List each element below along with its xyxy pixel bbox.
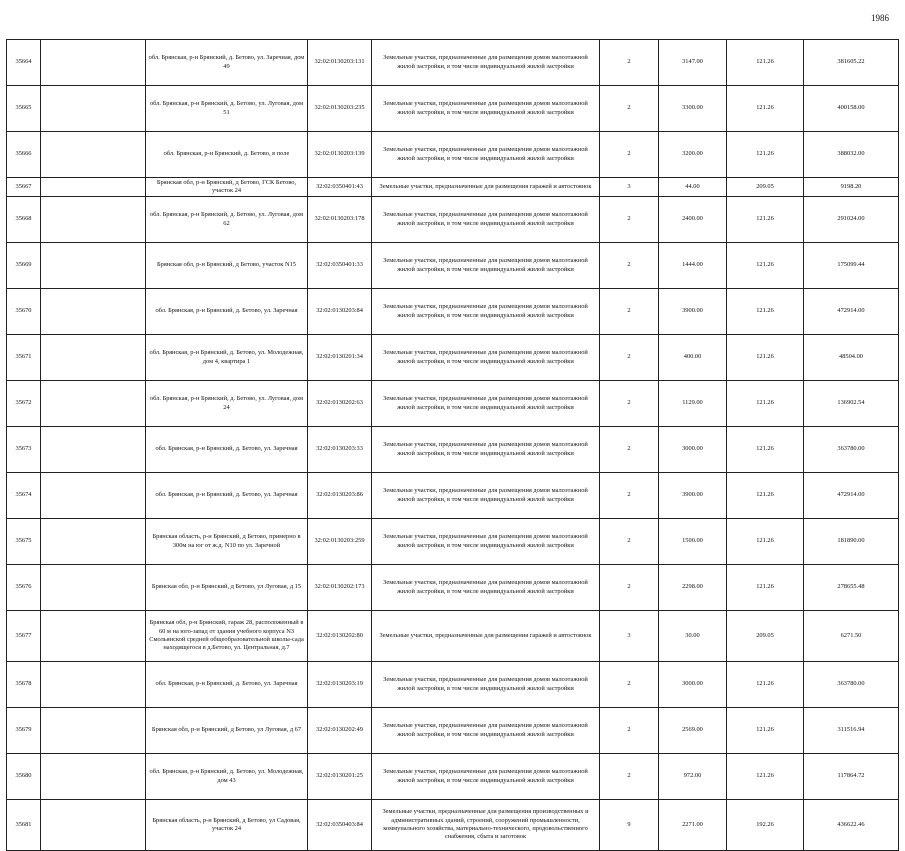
address-cell: обл. Брянская, р-н Брянский, д. Бетово, ул. Заречная bbox=[146, 473, 308, 519]
blank-cell bbox=[41, 708, 146, 754]
area-cell: 972.00 bbox=[659, 754, 727, 800]
table-row bbox=[7, 519, 899, 565]
cadastral-value: 381605.22 bbox=[804, 40, 899, 86]
rate-cell: 121.26 bbox=[727, 243, 804, 289]
blank-cell bbox=[41, 197, 146, 243]
land-use-cell: Земельные участки, предназначенные для размещения домов малоэтажной жилой застройки, в том числе индивидуальной жилой застройки bbox=[372, 86, 600, 132]
land-use-cell: Земельные участки, предназначенные для размещения домов малоэтажной жилой застройки, в том числе индивидуальной жилой застройки bbox=[372, 754, 600, 800]
cadastral-value: 363780.00 bbox=[804, 427, 899, 473]
cadastral-number: 32:02:0350401:33 bbox=[308, 243, 372, 289]
row-number: 35680 bbox=[7, 754, 41, 800]
land-use-cell: Земельные участки, предназначенные для размещения домов малоэтажной жилой застройки, в том числе индивидуальной жилой застройки bbox=[372, 40, 600, 86]
land-use-cell: Земельные участки, предназначенные для размещения домов малоэтажной жилой застройки, в том числе индивидуальной жилой застройки bbox=[372, 708, 600, 754]
blank-cell bbox=[41, 381, 146, 427]
address-cell: Брянская обл, р-н Брянский, д Бетово, ул Луговая, д 67 bbox=[146, 708, 308, 754]
blank-cell bbox=[41, 800, 146, 851]
group-cell: 2 bbox=[600, 197, 659, 243]
blank-cell bbox=[41, 132, 146, 178]
rate-cell: 121.26 bbox=[727, 754, 804, 800]
table-row bbox=[7, 800, 899, 851]
address-cell: обл. Брянская, р-н Брянский, д. Бетово, ул. Заречная bbox=[146, 427, 308, 473]
cadastral-value: 436622.46 bbox=[804, 800, 899, 851]
area-cell: 1500.00 bbox=[659, 519, 727, 565]
blank-cell bbox=[41, 86, 146, 132]
cadastral-number: 32:02:0130202:63 bbox=[308, 381, 372, 427]
blank-cell bbox=[41, 178, 146, 197]
cadastral-value: 181890.00 bbox=[804, 519, 899, 565]
group-cell: 2 bbox=[600, 708, 659, 754]
area-cell: 2569.00 bbox=[659, 708, 727, 754]
row-number: 35679 bbox=[7, 708, 41, 754]
table-row bbox=[7, 132, 899, 178]
address-cell: обл. Брянская, р-н Брянский, д. Бетово, ул. Заречная, дом 49 bbox=[146, 40, 308, 86]
land-use-cell: Земельные участки, предназначенные для размещения домов малоэтажной жилой застройки, в том числе индивидуальной жилой застройки bbox=[372, 662, 600, 708]
row-number: 35676 bbox=[7, 565, 41, 611]
group-cell: 3 bbox=[600, 178, 659, 197]
land-use-cell: Земельные участки, предназначенные для размещения домов малоэтажной жилой застройки, в том числе индивидуальной жилой застройки bbox=[372, 565, 600, 611]
cadastral-number: 32:02:0130203:139 bbox=[308, 132, 372, 178]
area-cell: 3300.00 bbox=[659, 86, 727, 132]
address-cell: Брянская обл, р-н Брянский, д Бетово, ул Луговая, д 15 bbox=[146, 565, 308, 611]
rate-cell: 192.26 bbox=[727, 800, 804, 851]
cadastral-number: 32:02:0130203:84 bbox=[308, 289, 372, 335]
address-cell: обл. Брянская, р-н Брянский, д. Бетово, в поле bbox=[146, 132, 308, 178]
table-row bbox=[7, 243, 899, 289]
group-cell: 3 bbox=[600, 611, 659, 662]
cadastral-value: 363780.00 bbox=[804, 662, 899, 708]
land-use-cell: Земельные участки, предназначенные для размещения домов малоэтажной жилой застройки, в том числе индивидуальной жилой застройки bbox=[372, 289, 600, 335]
cadastral-number: 32:02:0130203:178 bbox=[308, 197, 372, 243]
row-number: 35670 bbox=[7, 289, 41, 335]
rate-cell: 121.26 bbox=[727, 197, 804, 243]
group-cell: 2 bbox=[600, 427, 659, 473]
table-row bbox=[7, 754, 899, 800]
cadastral-number: 32:02:0130202:80 bbox=[308, 611, 372, 662]
row-number: 35665 bbox=[7, 86, 41, 132]
area-cell: 3200.00 bbox=[659, 132, 727, 178]
cadastral-number: 32:02:0350401:43 bbox=[308, 178, 372, 197]
table-row bbox=[7, 611, 899, 662]
group-cell: 2 bbox=[600, 86, 659, 132]
area-cell: 30.00 bbox=[659, 611, 727, 662]
address-cell: Брянская область, р-н Брянский, д Бетово, примерно в 300м на юг от ж.д. N10 по ул. Заречной bbox=[146, 519, 308, 565]
row-number: 35677 bbox=[7, 611, 41, 662]
address-cell: обл. Брянская, р-н Брянский, д. Бетово, ул. Заречная bbox=[146, 289, 308, 335]
blank-cell bbox=[41, 473, 146, 519]
address-cell: обл. Брянская, р-н Брянский, д. Бетово, ул. Луговая, дом 24 bbox=[146, 381, 308, 427]
land-use-cell: Земельные участки, предназначенные для размещения домов малоэтажной жилой застройки, в том числе индивидуальной жилой застройки bbox=[372, 197, 600, 243]
area-cell: 2400.00 bbox=[659, 197, 727, 243]
cadastral-value: 48504.00 bbox=[804, 335, 899, 381]
area-cell: 1129.00 bbox=[659, 381, 727, 427]
group-cell: 9 bbox=[600, 800, 659, 851]
table-row bbox=[7, 178, 899, 197]
cadastral-value: 278655.48 bbox=[804, 565, 899, 611]
group-cell: 2 bbox=[600, 289, 659, 335]
cadastral-number: 32:02:0130203:86 bbox=[308, 473, 372, 519]
group-cell: 2 bbox=[600, 381, 659, 427]
cadastral-number: 32:02:0130203:259 bbox=[308, 519, 372, 565]
cadastral-number: 32:02:0130203:19 bbox=[308, 662, 372, 708]
cadastral-value: 6271.50 bbox=[804, 611, 899, 662]
blank-cell bbox=[41, 243, 146, 289]
blank-cell bbox=[41, 335, 146, 381]
table-row bbox=[7, 86, 899, 132]
land-use-cell: Земельные участки, предназначенные для размещения домов малоэтажной жилой застройки, в том числе индивидуальной жилой застройки bbox=[372, 132, 600, 178]
rate-cell: 121.26 bbox=[727, 381, 804, 427]
cadastral-value: 400158.00 bbox=[804, 86, 899, 132]
rate-cell: 209.05 bbox=[727, 611, 804, 662]
row-number: 35674 bbox=[7, 473, 41, 519]
row-number: 35678 bbox=[7, 662, 41, 708]
cadastral-value: 472914.00 bbox=[804, 289, 899, 335]
table-row bbox=[7, 565, 899, 611]
area-cell: 400.00 bbox=[659, 335, 727, 381]
group-cell: 2 bbox=[600, 40, 659, 86]
land-use-cell: Земельные участки, предназначенные для размещения производственных и административных зданий, строений, сооружений промышленности, коммунального хозяйства, материально-технического, продовольственного снабжения, сбыта и заготовок bbox=[372, 800, 600, 851]
area-cell: 2271.00 bbox=[659, 800, 727, 851]
table-row bbox=[7, 473, 899, 519]
address-cell: обл. Брянская, р-н Брянский, д. Бетово, ул. Луговая, дом 62 bbox=[146, 197, 308, 243]
area-cell: 3000.00 bbox=[659, 662, 727, 708]
registry-rows bbox=[7, 40, 899, 851]
land-use-cell: Земельные участки, предназначенные для размещения гаражей и автостоянок bbox=[372, 611, 600, 662]
blank-cell bbox=[41, 662, 146, 708]
group-cell: 2 bbox=[600, 132, 659, 178]
row-number: 35681 bbox=[7, 800, 41, 851]
blank-cell bbox=[41, 754, 146, 800]
land-use-cell: Земельные участки, предназначенные для размещения домов малоэтажной жилой застройки, в том числе индивидуальной жилой застройки bbox=[372, 473, 600, 519]
table-row bbox=[7, 381, 899, 427]
group-cell: 2 bbox=[600, 519, 659, 565]
blank-cell bbox=[41, 289, 146, 335]
group-cell: 2 bbox=[600, 335, 659, 381]
land-use-cell: Земельные участки, предназначенные для размещения домов малоэтажной жилой застройки, в том числе индивидуальной жилой застройки bbox=[372, 243, 600, 289]
land-use-cell: Земельные участки, предназначенные для размещения гаражей и автостоянок bbox=[372, 178, 600, 197]
registry-table bbox=[6, 39, 899, 851]
group-cell: 2 bbox=[600, 243, 659, 289]
cadastral-number: 32:02:0350403:84 bbox=[308, 800, 372, 851]
cadastral-number: 32:02:0130201:34 bbox=[308, 335, 372, 381]
group-cell: 2 bbox=[600, 473, 659, 519]
row-number: 35669 bbox=[7, 243, 41, 289]
rate-cell: 121.26 bbox=[727, 519, 804, 565]
group-cell: 2 bbox=[600, 565, 659, 611]
cadastral-number: 32:02:0130203:131 bbox=[308, 40, 372, 86]
rate-cell: 121.26 bbox=[727, 132, 804, 178]
cadastral-value: 291024.00 bbox=[804, 197, 899, 243]
cadastral-value: 175099.44 bbox=[804, 243, 899, 289]
address-cell: обл. Брянская, р-н Брянский, д. Бетово, ул. Заречная bbox=[146, 662, 308, 708]
cadastral-value: 311516.94 bbox=[804, 708, 899, 754]
cadastral-value: 472914.00 bbox=[804, 473, 899, 519]
area-cell: 3000.00 bbox=[659, 427, 727, 473]
rate-cell: 121.26 bbox=[727, 662, 804, 708]
cadastral-number: 32:02:0130201:25 bbox=[308, 754, 372, 800]
group-cell: 2 bbox=[600, 662, 659, 708]
table-row bbox=[7, 289, 899, 335]
cadastral-number: 32:02:0130203:33 bbox=[308, 427, 372, 473]
land-use-cell: Земельные участки, предназначенные для размещения домов малоэтажной жилой застройки, в том числе индивидуальной жилой застройки bbox=[372, 335, 600, 381]
row-number: 35671 bbox=[7, 335, 41, 381]
group-cell: 2 bbox=[600, 754, 659, 800]
cadastral-value: 117864.72 bbox=[804, 754, 899, 800]
table-row bbox=[7, 197, 899, 243]
address-cell: обл. Брянская, р-н Брянский, д. Бетово, ул. Молодежная, дом 43 bbox=[146, 754, 308, 800]
blank-cell bbox=[41, 565, 146, 611]
rate-cell: 121.26 bbox=[727, 708, 804, 754]
area-cell: 3900.00 bbox=[659, 289, 727, 335]
row-number: 35673 bbox=[7, 427, 41, 473]
table-row bbox=[7, 40, 899, 86]
row-number: 35672 bbox=[7, 381, 41, 427]
cadastral-value: 9198.20 bbox=[804, 178, 899, 197]
rate-cell: 121.26 bbox=[727, 565, 804, 611]
blank-cell bbox=[41, 40, 146, 86]
row-number: 35668 bbox=[7, 197, 41, 243]
area-cell: 3900.00 bbox=[659, 473, 727, 519]
rate-cell: 121.26 bbox=[727, 289, 804, 335]
area-cell: 44.00 bbox=[659, 178, 727, 197]
row-number: 35664 bbox=[7, 40, 41, 86]
row-number: 35675 bbox=[7, 519, 41, 565]
address-cell: обл. Брянская, р-н Брянский, д. Бетово, ул. Молодежная, дом 4, квартира 1 bbox=[146, 335, 308, 381]
area-cell: 1444.00 bbox=[659, 243, 727, 289]
table-row bbox=[7, 427, 899, 473]
row-number: 35667 bbox=[7, 178, 41, 197]
cadastral-number: 32:02:0130202:173 bbox=[308, 565, 372, 611]
rate-cell: 121.26 bbox=[727, 473, 804, 519]
rate-cell: 121.26 bbox=[727, 335, 804, 381]
address-cell: Брянская область, р-н Брянский, д Бетово, ул Садовая, участок 24 bbox=[146, 800, 308, 851]
land-use-cell: Земельные участки, предназначенные для размещения домов малоэтажной жилой застройки, в том числе индивидуальной жилой застройки bbox=[372, 427, 600, 473]
blank-cell bbox=[41, 427, 146, 473]
table-row bbox=[7, 662, 899, 708]
address-cell: Брянская обл, р-н Брянский, д Бетово, ГСК Бетово, участок 24 bbox=[146, 178, 308, 197]
cadastral-number: 32:02:0130203:235 bbox=[308, 86, 372, 132]
rate-cell: 209.05 bbox=[727, 178, 804, 197]
address-cell: обл. Брянская, р-н Брянский, д. Бетово, ул. Луговая, дом 51 bbox=[146, 86, 308, 132]
land-use-cell: Земельные участки, предназначенные для размещения домов малоэтажной жилой застройки, в том числе индивидуальной жилой застройки bbox=[372, 519, 600, 565]
table-row bbox=[7, 335, 899, 381]
cadastral-number: 32:02:0130202:49 bbox=[308, 708, 372, 754]
area-cell: 3147.00 bbox=[659, 40, 727, 86]
area-cell: 2298.00 bbox=[659, 565, 727, 611]
row-number: 35666 bbox=[7, 132, 41, 178]
land-use-cell: Земельные участки, предназначенные для размещения домов малоэтажной жилой застройки, в том числе индивидуальной жилой застройки bbox=[372, 381, 600, 427]
rate-cell: 121.26 bbox=[727, 427, 804, 473]
address-cell: Брянская обл, р-н Брянский, гараж 28, расположенный в 60 м на юго-запад от здания учебного корпуса N3 Смольянской средней общеобразовательной школы-сада находящегося в д.Бетово, ул. Центральная, д.7 bbox=[146, 611, 308, 662]
table-row bbox=[7, 708, 899, 754]
page-number: 1986 bbox=[871, 13, 889, 23]
rate-cell: 121.26 bbox=[727, 40, 804, 86]
cadastral-value: 136902.54 bbox=[804, 381, 899, 427]
address-cell: Брянская обл, р-н Брянский, д Бетово, участок N15 bbox=[146, 243, 308, 289]
cadastral-value: 388032.00 bbox=[804, 132, 899, 178]
blank-cell bbox=[41, 611, 146, 662]
rate-cell: 121.26 bbox=[727, 86, 804, 132]
blank-cell bbox=[41, 519, 146, 565]
